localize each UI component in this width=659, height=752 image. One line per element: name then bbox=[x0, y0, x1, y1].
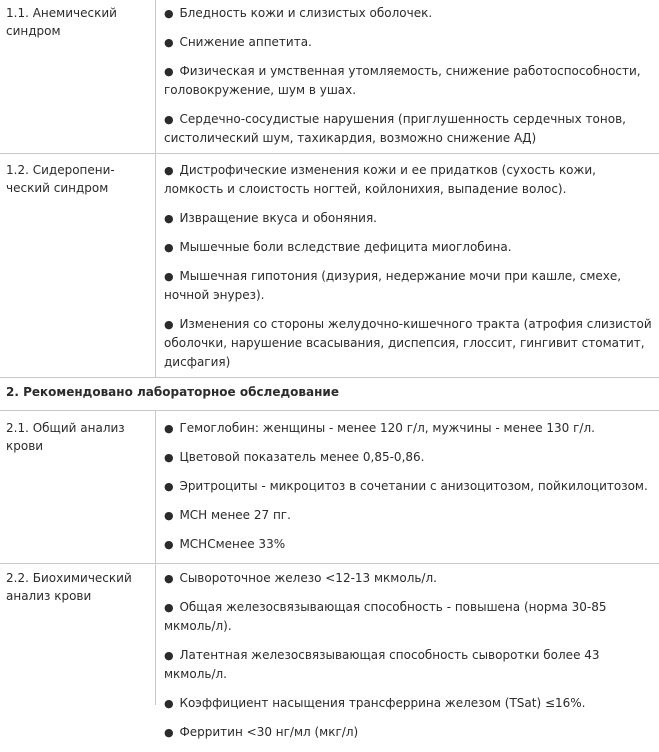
row-label-biochem: 2.2. Биохимический анализ крови bbox=[6, 571, 132, 603]
list-item: ● Цветовой показатель менее 0,85-0,86. bbox=[164, 450, 425, 464]
list-item: ● МСН менее 27 пг. bbox=[164, 508, 291, 522]
section-title: 2. Рекомендовано лабораторное обследование bbox=[6, 385, 339, 399]
list-item: ● Сердечно-сосудистые нарушения (приглушенность сердечных тонов, систолический шум, тахикардия, возможно снижение АД) bbox=[164, 112, 626, 145]
list-item: ● Эритроциты - микроцитоз в сочетании с анизоцитозом, пойкилоцитозом. bbox=[164, 479, 648, 493]
list-item: ● Бледность кожи и слизистых оболочек. bbox=[164, 6, 433, 20]
list-item: ● Мышечная гипотония (дизурия, недержание мочи при кашле, смехе, ночной энурез). bbox=[164, 269, 622, 302]
row-content-cbc bbox=[164, 419, 654, 564]
list-item: ● Ферритин <30 нг/мл (мкг/л) bbox=[164, 725, 359, 739]
list-item: ● Извращение вкуса и обоняния. bbox=[164, 211, 377, 225]
column-divider bbox=[155, 410, 156, 705]
list-item: ● Сывороточное железо <12-13 мкмоль/л. bbox=[164, 571, 437, 585]
row-label-cbc: 2.1. Общий анализ крови bbox=[6, 421, 125, 453]
column-divider bbox=[155, 0, 156, 377]
row-content-sideropenic-syndrome bbox=[164, 161, 654, 382]
row-content-biochem bbox=[164, 569, 654, 752]
list-item: ● Общая железосвязывающая способность - повышена (норма 30-85 мкмоль/л). bbox=[164, 600, 607, 633]
list-item: ● Снижение аппетита. bbox=[164, 35, 312, 49]
list-item: ● Изменения со стороны желудочно-кишечного тракта (атрофия слизистой оболочки, нарушение всасывания, диспепсия, глоссит, гингивит стоматит, дисфагия) bbox=[164, 317, 652, 369]
list-item: ● Физическая и умственная утомляемость, снижение работоспособности, головокружение, шум в ушах. bbox=[164, 64, 641, 97]
row-label-sideropenic-syndrome: 1.2. Сидеропенический синдром bbox=[6, 163, 115, 195]
list-item: ● Коэффициент насыщения трансферрина железом (TSat) ≤16%. bbox=[164, 696, 586, 710]
row-divider bbox=[0, 410, 659, 411]
list-item: ● Мышечные боли вследствие дефицита миоглобина. bbox=[164, 240, 512, 254]
list-item: ● МСНСменее 33% bbox=[164, 537, 286, 551]
list-item: ● Гемоглобин: женщины - менее 120 г/л, мужчины - менее 130 г/л. bbox=[164, 421, 595, 435]
list-item: ● Дистрофические изменения кожи и ее придатков (сухость кожи, ломкость и слоистость ногтей, койлонихия, выпадение волос). bbox=[164, 163, 596, 196]
row-content-anemic-syndrome bbox=[164, 4, 654, 158]
list-item: ● Латентная железосвязывающая способность сыворотки более 43 мкмоль/л. bbox=[164, 648, 600, 681]
row-label-anemic-syndrome: 1.1. Анемический синдром bbox=[6, 6, 117, 38]
